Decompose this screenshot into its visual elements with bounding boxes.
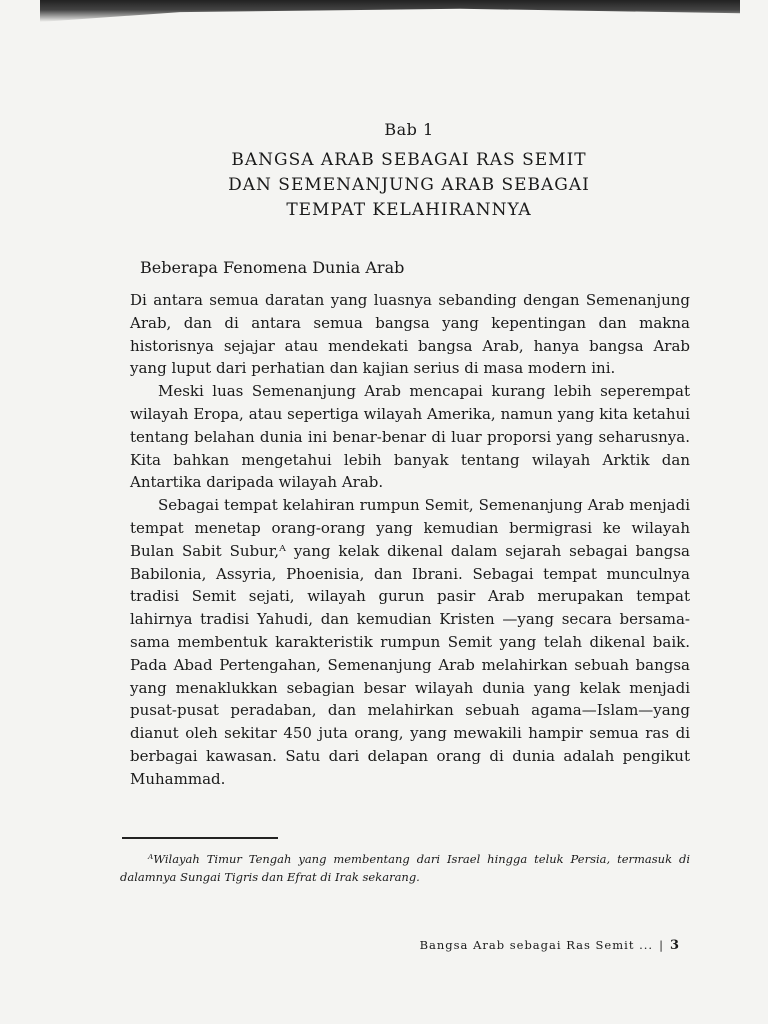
chapter-title: [0, 148, 768, 223]
footnote-divider: [122, 837, 278, 839]
chapter-title-line: BANGSA ARAB SEBAGAI RAS SEMIT: [231, 150, 587, 170]
footnote: [120, 850, 690, 886]
body-text: [130, 289, 690, 791]
footnote-text: ᴬWilayah Timur Tengah yang membentang dari Israel hingga teluk Persia, termasuk di dalamnya Sungai Tigris dan Efrat di Irak sekarang.: [120, 852, 690, 884]
running-title: Bangsa Arab sebagai Ras Semit ...: [419, 938, 654, 952]
chapter-label: Bab 1: [384, 120, 434, 139]
paragraph: Di antara semua daratan yang luasnya sebanding dengan Semenanjung Arab, dan di antara semua bangsa yang kepentingan dan makna historisnya sejajar atau mendekati bangsa Arab, hanya bangsa Arab yang luput dari perhatian dan kajian serius di masa modern ini.: [130, 291, 690, 378]
page-number: 3: [669, 938, 680, 953]
section-heading: Beberapa Fenomena Dunia Arab: [140, 258, 405, 277]
chapter-title-line: TEMPAT KELAHIRANNYA: [286, 200, 532, 220]
paragraph: Sebagai tempat kelahiran rumpun Semit, Semenanjung Arab menjadi tempat menetap orang-orang yang kemudian bermigrasi ke wilayah Bulan Sabit Subur,ᴬ yang kelak dikenal dalam sejarah sebagai bangsa Babilonia, Assyria, Phoenisia, dan Ibrani. Sebagai tempat munculnya tradisi Semit sejati, wilayah gurun pasir Arab merupakan tempat lahirnya tradisi Yahudi, dan kemudian Kristen —yang secara bersama-sama membentuk karakteristik rumpun Semit yang telah dikenal baik. Pada Abad Pertengahan, Semenanjung Arab melahirkan sebuah bangsa yang menaklukkan sebagian besar wilayah dunia yang kelak menjadi pusat-pusat peradaban, dan melahirkan sebuah agama—Islam—yang dianut oleh sekitar 450 juta orang, yang mewakili hampir semua ras di berbagai kawasan. Satu dari delapan orang di dunia adalah pengikut Muhammad.: [130, 496, 690, 788]
footer-separator: |: [659, 938, 664, 952]
running-footer: [420, 938, 680, 953]
paragraph: Meski luas Semenanjung Arab mencapai kurang lebih seperempat wilayah Eropa, atau sepertiga wilayah Amerika, namun yang kita ketahui tentang belahan dunia ini benar-benar di luar proporsi yang seharusnya. Kita bahkan mengetahui lebih banyak tentang wilayah Arktik dan Antartika daripada wilayah Arab.: [130, 382, 690, 492]
chapter-title-line: DAN SEMENANJUNG ARAB SEBAGAI: [228, 175, 590, 195]
